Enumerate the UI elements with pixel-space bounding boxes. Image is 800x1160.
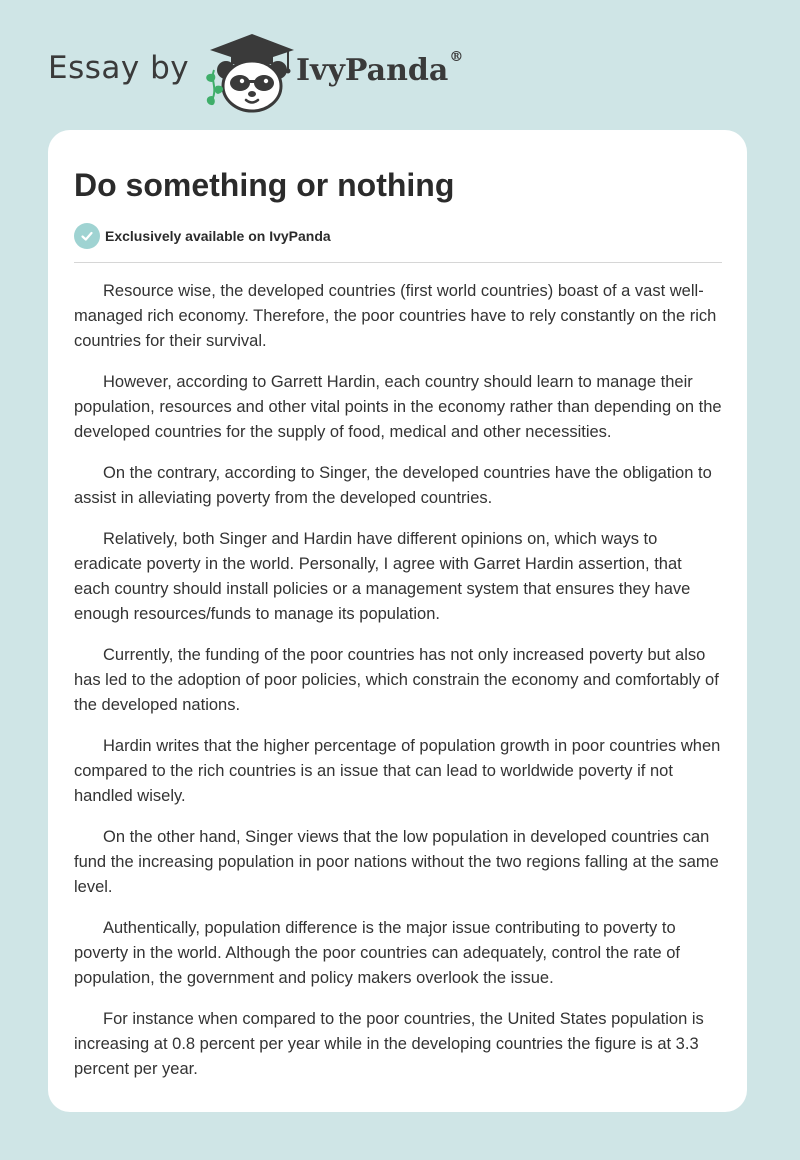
paragraph: Currently, the funding of the poor countries has not only increased poverty but also has led to the adoption of poor policies, which constrain the economy and comfortably of the developed nations. [74, 646, 719, 714]
paragraph: On the contrary, according to Singer, the developed countries have the obligation to assist in alleviating poverty from the developed countries. [74, 464, 712, 507]
paragraph: Authentically, population difference is the major issue contributing to poverty to poverty in the world. Although the poor countries can adequately, control the rate of population, the government and policy makers overlook the issue. [74, 919, 680, 987]
essay-body [74, 279, 722, 1082]
paragraph: Relatively, both Singer and Hardin have different opinions on, which ways to eradicate poverty in the world. Personally, I agree with Garret Hardin assertion, that each country should install policies or a management system that ensures they have enough resources/funds to manage its population. [74, 530, 691, 623]
essay-card [48, 130, 747, 1112]
paragraph: On the other hand, Singer views that the low population in developed countries can fund the increasing population in poor nations without the two regions falling at the same level. [74, 828, 719, 896]
exclusive-label: Exclusively available on IvyPanda [105, 228, 331, 244]
divider [74, 262, 722, 263]
brand-name[interactable] [296, 49, 464, 88]
panda-logo-icon [200, 30, 296, 114]
brand-text: IvyPanda [296, 53, 449, 88]
paragraph: Resource wise, the developed countries (first world countries) boast of a vast well-managed rich economy. Therefore, the poor countries have to rely constantly on the rich countries for their survival. [74, 282, 717, 350]
page-title: Do something or nothing [74, 167, 455, 203]
paragraph: For instance when compared to the poor countries, the United States population is increasing at 0.8 percent per year while in the developing countries the figure is at 3.3 percent per year. [74, 1010, 704, 1078]
exclusive-badge [74, 222, 722, 250]
site-header [48, 30, 548, 114]
checkmark-icon [80, 229, 94, 243]
registered-mark: ® [449, 49, 464, 65]
essay-by-label: Essay by [48, 50, 190, 86]
check-circle-icon [74, 223, 100, 249]
paragraph: However, according to Garrett Hardin, each country should learn to manage their population, resources and other vital points in the economy rather than depending on the developed countries for the supply of food, medical and other necessities. [74, 373, 722, 441]
paragraph: Hardin writes that the higher percentage of population growth in poor countries when compared to the rich countries is an issue that can lead to worldwide poverty if not handled wisely. [74, 737, 721, 805]
